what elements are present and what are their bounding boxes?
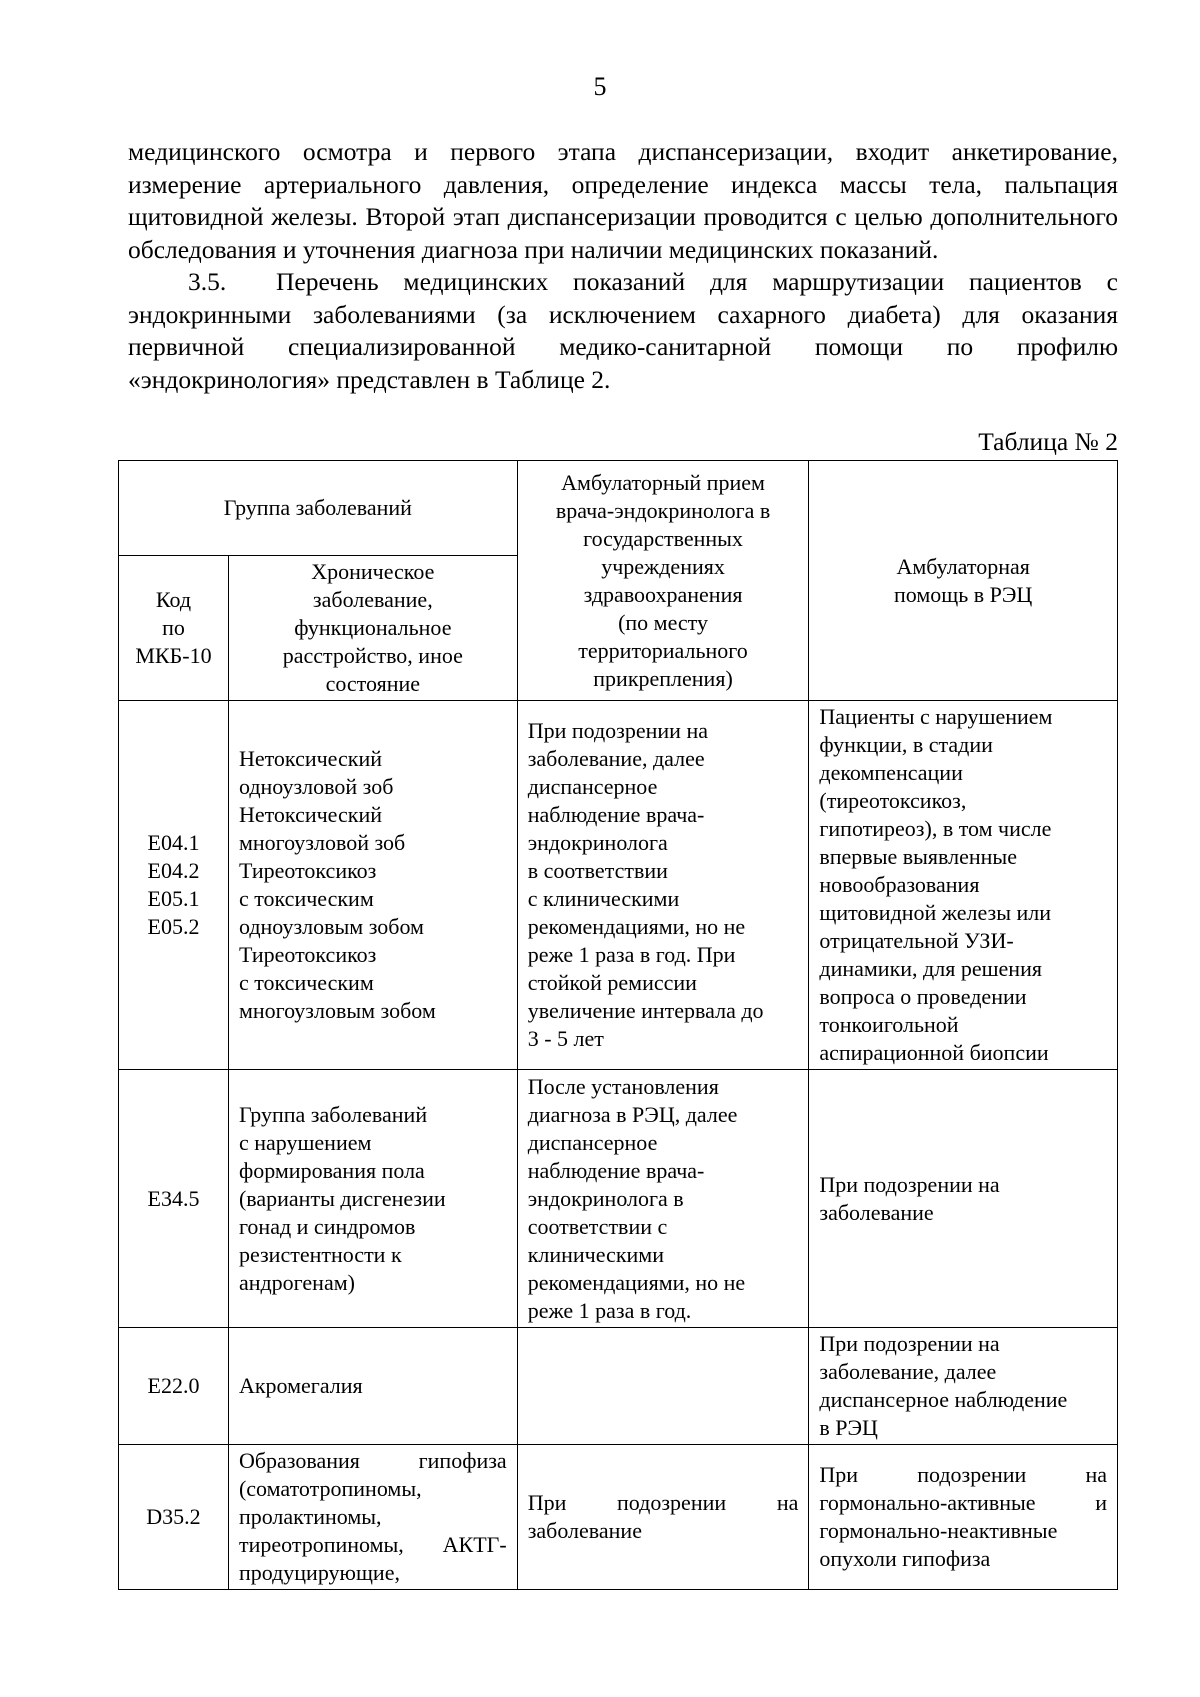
cell-code: E22.0 (119, 1328, 229, 1445)
cell-condition: Акромегалия (228, 1328, 517, 1445)
cell-condition: Нетоксический одноузловой зоб Нетоксический многоузловой зоб Тиреотоксикоз с токсическим одноузловым зобом Тиреотоксикоз с токсическим многоузловым зобом (228, 701, 517, 1070)
cell-ambulatory: При подозрении на заболевание (517, 1445, 809, 1590)
body-text (128, 136, 1118, 396)
cell-ambulatory (517, 1328, 809, 1445)
header-group: Группа заболеваний (119, 461, 518, 556)
table-row (119, 1445, 1118, 1590)
cell-ambulatory: При подозрении на заболевание, далее диспансерное наблюдение врача- эндокринолога в соответствии с клиническими рекомендациями, но не реже 1 раза в год. При стойкой ремиссии увеличение интервала до 3 - 5 лет (517, 701, 809, 1070)
paragraph-continuation: медицинского осмотра и первого этапа диспансеризации, входит анкетирование, измерение артериального давления, определение индекса массы тела, пальпация щитовидной железы. Второй этап диспансеризации проводится с целью дополнительного обследования и уточнения диагноза при наличии медицинских показаний. (128, 137, 1118, 264)
table-caption: Таблица № 2 (978, 427, 1118, 456)
paragraph-3-5-text: Перечень медицинских показаний для маршрутизации пациентов с эндокринными заболеваниями (за исключением сахарного диабета) для оказания первичной специализированной медико-санитарной помощи по профилю «эндокринология» представлен в Таблице 2. (128, 267, 1118, 394)
section-number: 3.5. (188, 267, 227, 296)
cell-rec: При подозрении на заболевание (809, 1070, 1118, 1328)
cell-code: E34.5 (119, 1070, 229, 1328)
cell-code: D35.2 (119, 1445, 229, 1590)
cell-rec: Пациенты с нарушением функции, в стадии декомпенсации (тиреотоксикоз, гипотиреоз), в том числе впервые выявленные новообразования щитовидной железы или отрицательной УЗИ- динамики, для решения вопроса о проведении тонкоигольной аспирационной биопсии (809, 701, 1118, 1070)
cell-condition: Группа заболеваний с нарушением формирования пола (варианты дисгенезии гонад и синдромов резистентности к андрогенам) (228, 1070, 517, 1328)
cell-code: E04.1 E04.2 E05.1 E05.2 (119, 701, 229, 1070)
header-row-1 (119, 461, 1118, 556)
header-code: Код по МКБ-10 (119, 556, 229, 701)
paragraph-3-5 (128, 266, 1118, 396)
cell-condition: Образования гипофиза (соматотропиномы, пролактиномы, тиреотропиномы, АКТГ-продуцирующие, (228, 1445, 517, 1590)
table-row (119, 1328, 1118, 1445)
table-2 (118, 460, 1118, 1590)
cell-ambulatory: После установления диагноза в РЭЦ, далее диспансерное наблюдение врача- эндокринолога в соответствии с клиническими рекомендациями, но не реже 1 раза в год. (517, 1070, 809, 1328)
cell-rec: При подозрении на гормонально-активные и гормонально-неактивные опухоли гипофиза (809, 1445, 1118, 1590)
table-row (119, 1070, 1118, 1328)
header-rec: Амбулаторная помощь в РЭЦ (809, 461, 1118, 701)
cell-rec: При подозрении на заболевание, далее диспансерное наблюдение в РЭЦ (809, 1328, 1118, 1445)
header-ambulatory: Амбулаторный прием врача-эндокринолога в государственных учреждениях здравоохранения (по месту территориального прикрепления) (517, 461, 809, 701)
page-number: 5 (593, 72, 607, 101)
header-chronic: Хроническое заболевание, функциональное расстройство, иное состояние (228, 556, 517, 701)
table-row (119, 701, 1118, 1070)
